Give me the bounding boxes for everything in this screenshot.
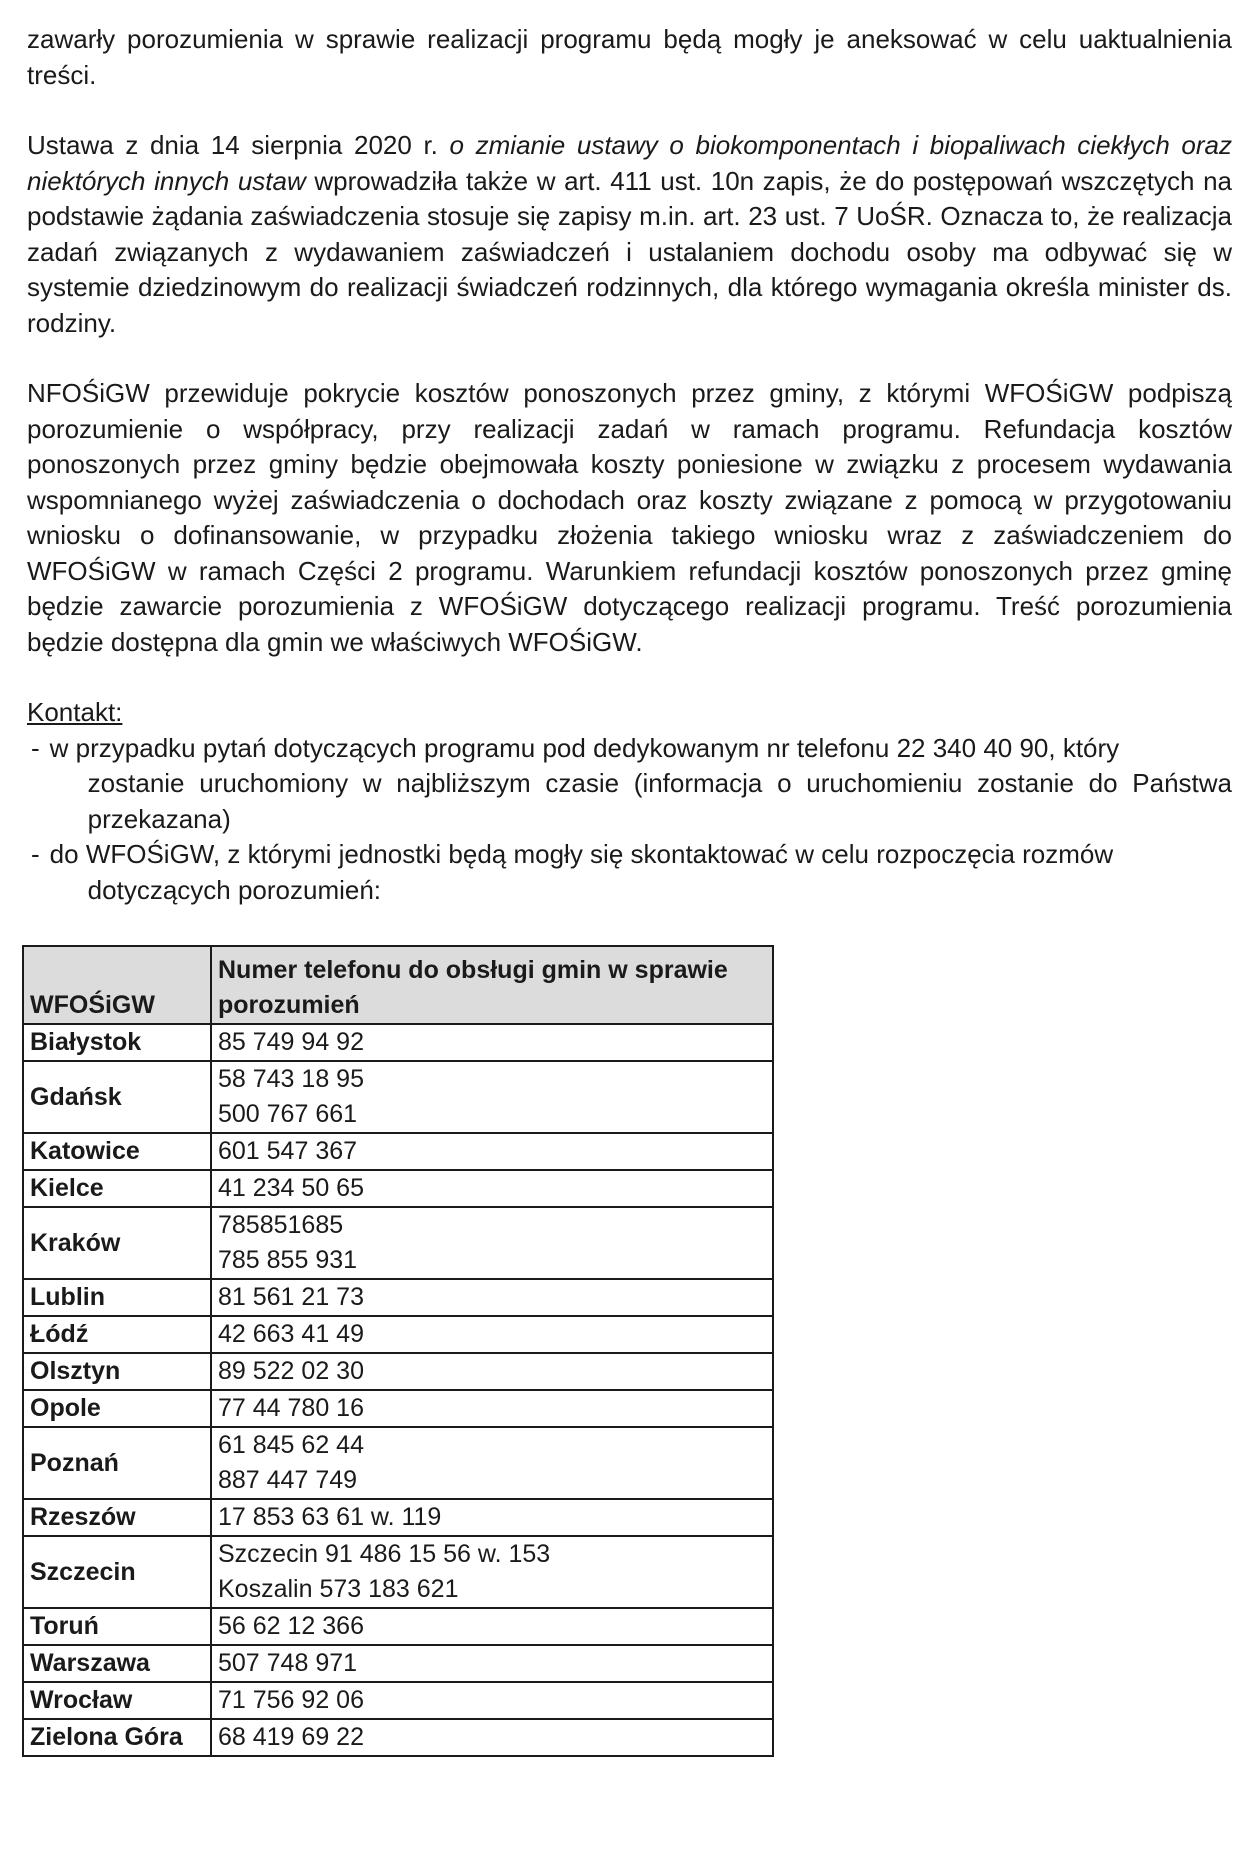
contact-item bbox=[27, 837, 1232, 908]
contact-item-first: do WFOŚiGW, z którymi jednostki będą mogły się skontaktować w celu rozpoczęcia rozmów bbox=[49, 839, 1114, 869]
city-cell: Wrocław bbox=[23, 1682, 211, 1719]
paragraph-ustawa bbox=[27, 128, 1232, 341]
city-cell: Katowice bbox=[23, 1133, 211, 1170]
contact-item bbox=[27, 731, 1232, 838]
city-cell: Kielce bbox=[23, 1170, 211, 1207]
city-cell: Olsztyn bbox=[23, 1353, 211, 1390]
city-cell: Gdańsk bbox=[23, 1061, 211, 1133]
table-row bbox=[23, 1682, 773, 1719]
phone-cell bbox=[211, 1207, 773, 1279]
city-cell: Zielona Góra bbox=[23, 1719, 211, 1756]
phone-number: 17 853 63 61 w. 119 bbox=[218, 1503, 442, 1531]
phone-cell bbox=[211, 1427, 773, 1499]
phone-number: 68 419 69 22 bbox=[218, 1723, 364, 1751]
phone-number: 500 767 661 bbox=[218, 1100, 358, 1128]
city-cell: Łódź bbox=[23, 1316, 211, 1353]
table-body bbox=[23, 1024, 773, 1756]
phone-cell bbox=[211, 1499, 773, 1536]
phone-cell bbox=[211, 1390, 773, 1427]
phone-cell bbox=[211, 1645, 773, 1682]
document-page bbox=[27, 22, 1232, 908]
table-row bbox=[23, 1608, 773, 1645]
phone-number: 77 44 780 16 bbox=[218, 1394, 364, 1422]
phone-number: 71 756 92 06 bbox=[218, 1686, 364, 1714]
phone-number: Szczecin 91 486 15 56 w. 153 bbox=[218, 1540, 551, 1568]
contact-item-rest: zostanie uruchomiony w najbliższym czasie (informacja o uruchomieniu zostanie do Państwa przekazana) bbox=[87, 768, 1232, 834]
city-cell: Toruń bbox=[23, 1608, 211, 1645]
table-row bbox=[23, 1316, 773, 1353]
city-cell: Lublin bbox=[23, 1279, 211, 1316]
city-cell: Białystok bbox=[23, 1024, 211, 1061]
list-dash: - bbox=[31, 839, 40, 869]
phone-cell bbox=[211, 1536, 773, 1608]
table-row bbox=[23, 1390, 773, 1427]
ustawa-title: o zmianie ustawy o biokomponentach i biopaliwach ciekłych oraz niektórych innych ustaw bbox=[27, 130, 1232, 196]
phone-cell bbox=[211, 1682, 773, 1719]
phone-cell bbox=[211, 1279, 773, 1316]
phone-number: 89 522 02 30 bbox=[218, 1357, 364, 1385]
wfosigw-phone-table bbox=[22, 945, 774, 1757]
table-row bbox=[23, 1645, 773, 1682]
table-row bbox=[23, 1133, 773, 1170]
header-wfosigw: WFOŚiGW bbox=[23, 946, 211, 1024]
phone-cell bbox=[211, 1608, 773, 1645]
phone-cell bbox=[211, 1061, 773, 1133]
phone-number: 56 62 12 366 bbox=[218, 1612, 364, 1640]
city-cell: Opole bbox=[23, 1390, 211, 1427]
table-row bbox=[23, 1719, 773, 1756]
contact-item-text bbox=[50, 731, 1232, 838]
paragraph-refundacja: NFOŚiGW przewiduje pokrycie kosztów ponoszonych przez gminy, z którymi WFOŚiGW podpiszą porozumienie o współpracy, przy realizacji zadań w ramach programu. Refundacja kosztów ponoszonych przez gminy będzie obejmowała koszty poniesione w związku z procesem wydawania wspomnianego wyżej zaświadczenia o dochodach oraz koszty związane z pomocą w przygotowaniu wniosku o dofinansowanie, w przypadku złożenia takiego wniosku wraz z zaświadczeniem do WFOŚiGW w ramach Części 2 programu. Warunkiem refundacji kosztów ponoszonych przez gminę będzie zawarcie porozumienia z WFOŚiGW dotyczącego realizacji programu. Treść porozumienia będzie dostępna dla gmin we właściwych WFOŚiGW. bbox=[27, 378, 1232, 657]
contact-item-text bbox=[50, 837, 1232, 908]
table-header-row bbox=[23, 946, 773, 1024]
list-dash: - bbox=[31, 732, 40, 763]
header-phone: Numer telefonu do obsługi gmin w sprawie porozumień bbox=[211, 946, 773, 1024]
phone-cell bbox=[211, 1719, 773, 1756]
phone-number: 785 855 931 bbox=[218, 1246, 358, 1274]
phone-cell bbox=[211, 1316, 773, 1353]
table-row bbox=[23, 1353, 773, 1390]
phone-number: 58 743 18 95 bbox=[218, 1065, 364, 1093]
phone-number: 42 663 41 49 bbox=[218, 1320, 364, 1348]
table-row bbox=[23, 1536, 773, 1608]
phone-cell bbox=[211, 1133, 773, 1170]
table-row bbox=[23, 1170, 773, 1207]
phone-cell bbox=[211, 1353, 773, 1390]
phone-number: 507 748 971 bbox=[218, 1649, 358, 1677]
phone-number: 601 547 367 bbox=[218, 1137, 358, 1165]
phone-number: 887 447 749 bbox=[218, 1466, 358, 1494]
table-row bbox=[23, 1207, 773, 1279]
contact-item-rest: dotyczących porozumień: bbox=[87, 874, 382, 905]
city-cell: Kraków bbox=[23, 1207, 211, 1279]
paragraph-intro: zawarły porozumienia w sprawie realizacji programu będą mogły je aneksować w celu uaktualnienia treści. bbox=[27, 24, 1232, 90]
phone-cell bbox=[211, 1024, 773, 1061]
phone-number: 81 561 21 73 bbox=[218, 1283, 364, 1311]
contact-heading: Kontakt: bbox=[27, 697, 123, 727]
table-row bbox=[23, 1427, 773, 1499]
table-row bbox=[23, 1499, 773, 1536]
city-cell: Rzeszów bbox=[23, 1499, 211, 1536]
phone-cell bbox=[211, 1170, 773, 1207]
contact-item-first: w przypadku pytań dotyczących programu pod dedykowanym nr telefonu 22 340 40 90, który bbox=[49, 732, 1120, 763]
table-row bbox=[23, 1024, 773, 1061]
city-cell: Warszawa bbox=[23, 1645, 211, 1682]
table-row bbox=[23, 1061, 773, 1133]
phone-number: 61 845 62 44 bbox=[218, 1431, 364, 1459]
table-row bbox=[23, 1279, 773, 1316]
phone-number: 41 234 50 65 bbox=[218, 1174, 364, 1202]
city-cell: Szczecin bbox=[23, 1536, 211, 1608]
city-cell: Poznań bbox=[23, 1427, 211, 1499]
ustawa-start: Ustawa z dnia 14 sierpnia 2020 r. bbox=[27, 130, 450, 160]
phone-number: 785851685 bbox=[218, 1211, 344, 1239]
ustawa-end: wprowadziła także w art. 411 ust. 10n zapis, że do postępowań wszczętych na podstawie żądania zaświadczenia stosuje się zapisy m.in. art. 23 ust. 7 UoŚR. Oznacza to, że realizacja zadań związanych z wydawaniem zaświadczeń i ustalaniem dochodu osoby ma odbywać się w systemie dziedzinowym do realizacji świadczeń rodzinnych, dla którego wymagania określa minister ds. rodziny. bbox=[27, 165, 1232, 338]
phone-number: Koszalin 573 183 621 bbox=[218, 1575, 459, 1603]
phone-number: 85 749 94 92 bbox=[218, 1028, 364, 1056]
